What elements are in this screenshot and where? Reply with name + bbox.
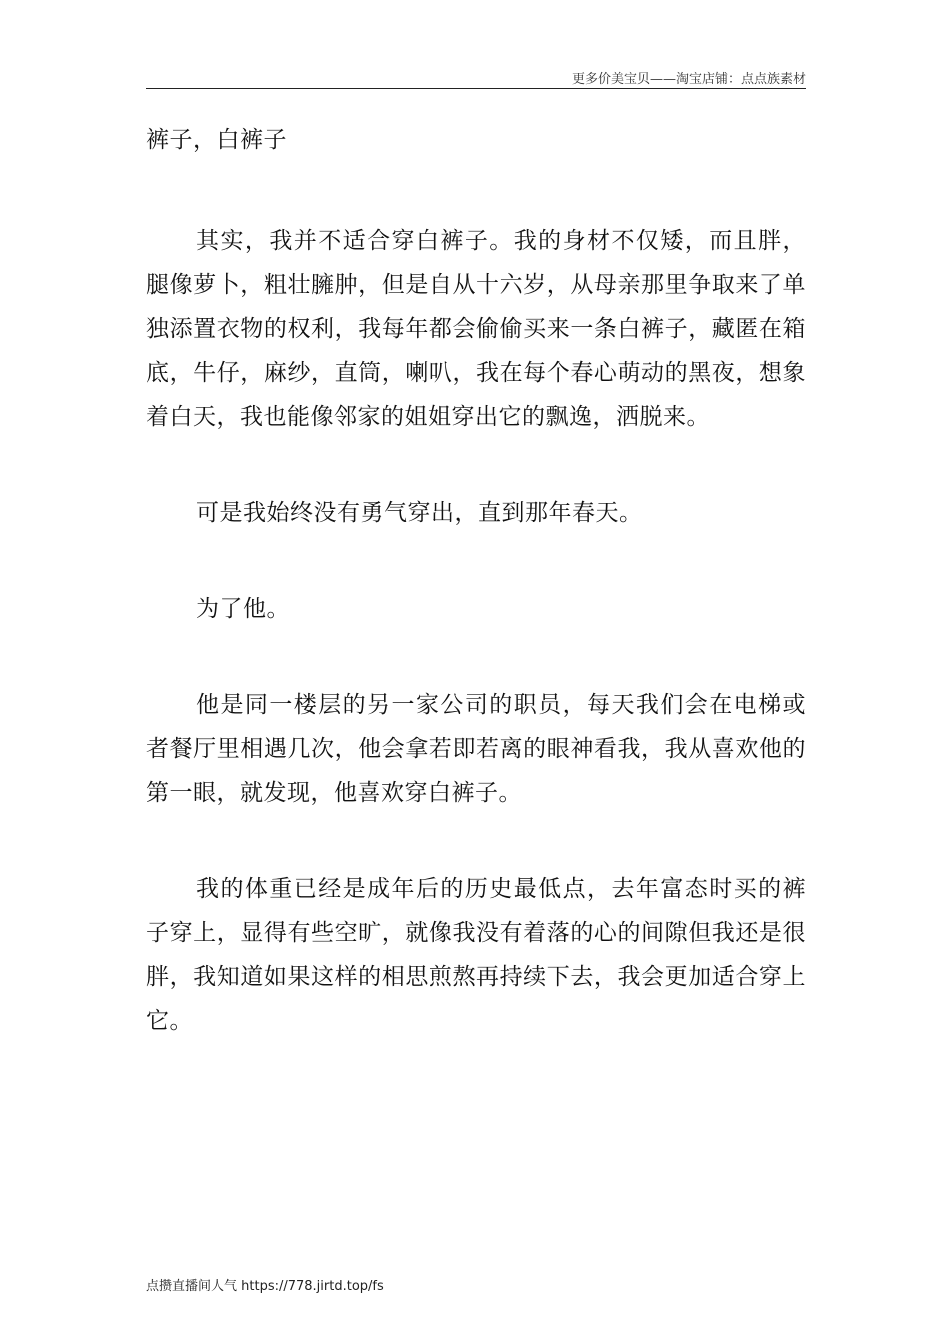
page-header: [146, 64, 806, 89]
document-body: [146, 118, 806, 1043]
header-text: 更多价美宝贝——淘宝店铺：点点族素材: [571, 72, 806, 87]
paragraph: 我的体重已经是成年后的历史最低点，去年富态时买的裤子穿上，显得有些空旷，就像我没有着落的心的间隙但我还是很胖，我知道如果这样的相思煎熬再持续下去，我会更加适合穿上它。: [146, 876, 806, 1034]
paragraph: 为了他。: [196, 596, 290, 622]
paragraph: 可是我始终没有勇气穿出，直到那年春天。: [196, 500, 643, 526]
page-footer: 点攒直播间人气 https://778.jirtd.top/fs: [146, 1279, 384, 1294]
paragraph: 其实，我并不适合穿白裤子。我的身材不仅矮，而且胖，腿像萝卜，粗壮臃肿，但是自从十六岁，从母亲那里争取来了单独添置衣物的权利，我每年都会偷偷买来一条白裤子，藏匿在箱底，牛仔，麻纱，直筒，喇叭，我在每个春心萌动的黑夜，想象着白天，我也能像邻家的姐姐穿出它的飘逸，洒脱来。: [146, 228, 806, 430]
paragraph: 他是同一楼层的另一家公司的职员，每天我们会在电梯或者餐厅里相遇几次，他会拿若即若离的眼神看我，我从喜欢他的第一眼，就发现，他喜欢穿白裤子。: [146, 692, 806, 806]
paragraph-title-line: 裤子，白裤子: [146, 127, 287, 153]
